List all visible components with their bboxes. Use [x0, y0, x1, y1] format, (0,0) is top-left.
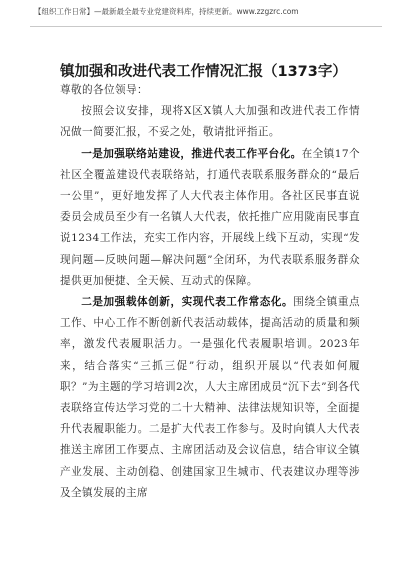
- section-2-lead: 二是加强载体创新，实现代表工作常态化。: [81, 296, 294, 309]
- salutation: 尊敬的各位领导：: [60, 84, 148, 96]
- section-2-paragraph: [60, 292, 360, 504]
- document-title: 镇加强和改进代表工作情况汇报（1373字）: [60, 64, 347, 80]
- intro-paragraph: 按照会议安排，现将X区X镇人大加强和改进代表工作情况做一简要汇报，不妥之处，敬请批评指正。: [60, 105, 360, 139]
- document-body: [60, 80, 360, 504]
- section-1-text: 在全镇17个社区全覆盖建设代表联络站，打通代表联系服务群众的“最后一公里”，更好地发挥了人大代表主体作用。各社区民事直说委员会成员至少有一名镇人大代表，依托推广应用陇南民事直说1234工作法，充实工作内容，开展线上线下互动，实现“发现问题—反映问题—解决问题”全闭环，为代表联系服务群众提供更加便捷、全天候、互动式的保障。: [60, 147, 360, 287]
- site-banner: 【组织工作日常】—最新最全最专业党建资料库，持续更新。www.zzgzrc.com: [34, 7, 299, 16]
- section-1-lead: 一是加强联络站建设，推进代表工作平台化。: [81, 147, 302, 160]
- section-2-text: 围绕全镇重点工作、中心工作不断创新代表活动载体，提高活动的质量和频率，激发代表履职活力。一是强化代表履职培训。2023年来，结合落实“三抓三促”行动，组织开展以“代表如何履职？”为主题的学习培训2次，人大主席团成员“沉下去”到各代表联络宣传达学习党的二十大精神、法律法规知识等，全面提升代表履职能力。二是扩大代表工作参与。及时向镇人大代表推送主席团工作要点、主席团活动及会议信息，结合审议全镇产业发展、主动创稳、创建国家卫生城市、代表建议办理等涉及全镇发展的主席: [60, 296, 360, 499]
- header-divider: [30, 26, 382, 27]
- section-1-paragraph: [60, 144, 360, 292]
